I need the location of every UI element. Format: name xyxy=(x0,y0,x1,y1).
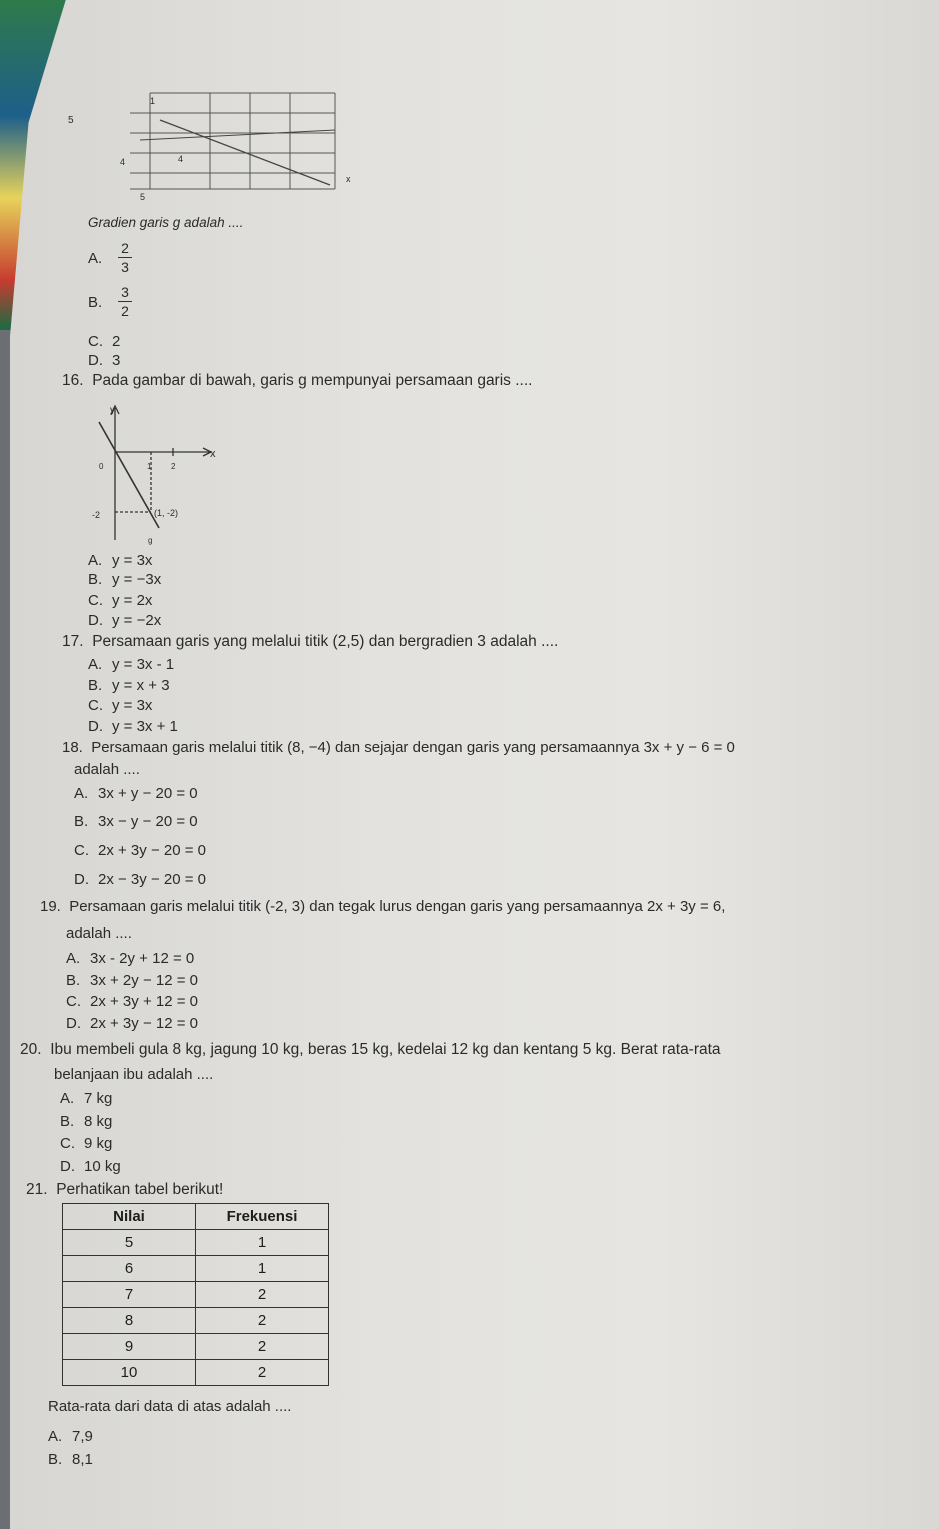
q15-graph-label-top: 1 xyxy=(150,96,156,106)
q19-option-c: C. 2x + 3y + 12 = 0 xyxy=(66,993,198,1010)
q16-graph-neg2: -2 xyxy=(92,510,101,520)
q17-option-c: C. y = 3x xyxy=(88,697,153,714)
q15-graph-label-left: 4 xyxy=(120,157,126,167)
q19-question: 19. Persamaan garis melalui titik (-2, 3) dan tegak lurus dengan garis yang persamaannya 2x + 3y = 6, xyxy=(40,898,726,915)
q15-graph-label-bottom: 5 xyxy=(140,192,146,202)
q16-option-c: C. y = 2x xyxy=(88,592,153,609)
q16-graph-tick2: 2 xyxy=(171,462,176,471)
q15-option-a-fraction: 2 3 xyxy=(118,240,132,275)
q21-option-b: B. 8,1 xyxy=(48,1451,93,1468)
q16-graph-y-label: y xyxy=(110,405,115,416)
q16-option-a: A. y = 3x xyxy=(88,552,153,569)
q16-graph-tick1: 1 xyxy=(147,462,152,471)
table-cell: 2 xyxy=(196,1282,329,1308)
table-row xyxy=(63,1256,329,1282)
q19-option-d: D. 2x + 3y − 12 = 0 xyxy=(66,1015,198,1032)
q15-graph-label-y: 5 xyxy=(68,115,74,126)
table-cell: 7 xyxy=(63,1282,196,1308)
table-cell: 8 xyxy=(63,1308,196,1334)
q16-question: 16. Pada gambar di bawah, garis g mempunyai persamaan garis .... xyxy=(62,372,533,389)
q20-question-cont: belanjaan ibu adalah .... xyxy=(54,1066,214,1083)
q15-option-b-letter: B. xyxy=(88,294,103,311)
q20-option-a: A. 7 kg xyxy=(60,1090,113,1107)
q21-question-after: Rata-rata dari data di atas adalah .... xyxy=(48,1398,292,1415)
q15-question: Gradien garis g adalah .... xyxy=(88,215,244,230)
q15-option-a-letter: A. xyxy=(88,250,103,267)
q15-option-b-fraction: 3 2 xyxy=(118,284,132,319)
q16-graph xyxy=(85,400,225,550)
table-cell: 2 xyxy=(196,1334,329,1360)
q16-option-b: B. y = −3x xyxy=(88,571,162,588)
q16-graph-line-label: g xyxy=(148,536,153,545)
table-cell: 1 xyxy=(196,1230,329,1256)
q17-option-b: B. y = x + 3 xyxy=(88,677,170,694)
table-row xyxy=(63,1308,329,1334)
q16-graph-point: (1, -2) xyxy=(154,508,179,518)
q21-question: 21. Perhatikan tabel berikut! xyxy=(26,1181,224,1198)
table-cell: 1 xyxy=(196,1256,329,1282)
q19-option-a: A. 3x - 2y + 12 = 0 xyxy=(66,950,195,967)
q18-option-c: C. 2x + 3y − 20 = 0 xyxy=(74,842,206,859)
table-cell: 2 xyxy=(196,1360,329,1386)
q16-graph-origin: 0 xyxy=(99,462,104,471)
table-row xyxy=(63,1282,329,1308)
q17-option-a: A. y = 3x - 1 xyxy=(88,656,175,673)
frequency-table xyxy=(62,1203,329,1386)
q15-option-c: C. 2 xyxy=(88,333,121,350)
table-header-nilai: Nilai xyxy=(63,1204,196,1230)
table-cell: 5 xyxy=(63,1230,196,1256)
table-cell: 10 xyxy=(63,1360,196,1386)
q17-question: 17. Persamaan garis yang melalui titik (2,5) dan bergradien 3 adalah .... xyxy=(62,633,559,650)
q18-option-b: B. 3x − y − 20 = 0 xyxy=(74,813,198,830)
table-cell: 9 xyxy=(63,1334,196,1360)
q20-option-b: B. 8 kg xyxy=(60,1113,113,1130)
q20-question: 20. Ibu membeli gula 8 kg, jagung 10 kg, beras 15 kg, kedelai 12 kg dan kentang 5 kg. Berat rata-rata xyxy=(20,1041,721,1058)
table-cell: 6 xyxy=(63,1256,196,1282)
q15-graph-axis-x: x xyxy=(346,174,351,184)
q18-option-a: A. 3x + y − 20 = 0 xyxy=(74,785,198,802)
q18-question: 18. Persamaan garis melalui titik (8, −4) dan sejajar dengan garis yang persamaannya 3x + y − 6 = 0 xyxy=(62,739,735,756)
q15-graph xyxy=(100,85,350,200)
q15-graph-label-mid: 4 xyxy=(178,154,184,164)
q15-option-d: D. 3 xyxy=(88,352,121,369)
table-row xyxy=(63,1360,329,1386)
q19-option-b: B. 3x + 2y − 12 = 0 xyxy=(66,972,198,989)
q20-option-d: D. 10 kg xyxy=(60,1158,121,1175)
table-header-frekuensi: Frekuensi xyxy=(196,1204,329,1230)
table-cell: 2 xyxy=(196,1308,329,1334)
q20-option-c: C. 9 kg xyxy=(60,1135,113,1152)
q16-option-d: D. y = −2x xyxy=(88,612,162,629)
q18-question-cont: adalah .... xyxy=(74,761,140,778)
table-row xyxy=(63,1334,329,1360)
q21-option-a: A. 7,9 xyxy=(48,1428,93,1445)
table-row xyxy=(63,1230,329,1256)
q19-question-cont: adalah .... xyxy=(66,925,132,942)
q18-option-d: D. 2x − 3y − 20 = 0 xyxy=(74,871,206,888)
table-header-row xyxy=(63,1204,329,1230)
q16-graph-x-label: x xyxy=(210,448,216,460)
q17-option-d: D. y = 3x + 1 xyxy=(88,718,178,735)
